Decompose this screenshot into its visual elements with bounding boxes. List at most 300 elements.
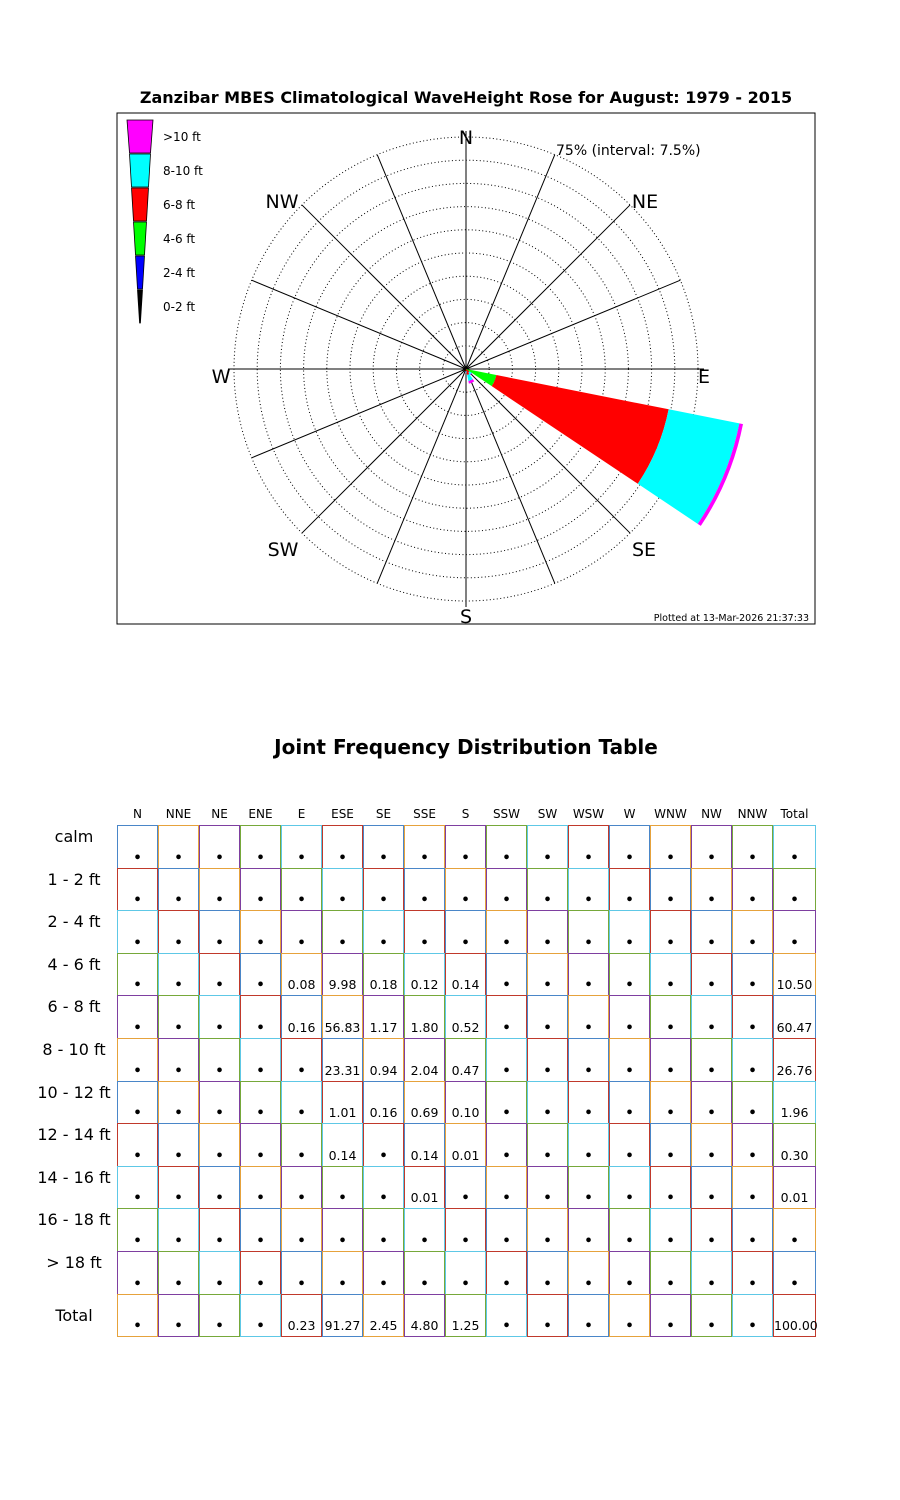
table-cell-value: • [625,1063,634,1079]
table-cell [568,995,609,1039]
table-cell [117,1208,158,1252]
table-cell [199,1081,240,1125]
table-col-header: SW [537,807,558,821]
table-cell-value: • [790,850,799,866]
table-cell [240,1294,281,1338]
table-cell [199,1208,240,1252]
table-cell-value: • [625,1276,634,1292]
table-cell [527,995,568,1039]
table-cell [199,1294,240,1338]
table-cell [363,953,404,997]
table-cell [773,1038,816,1082]
table-cell [773,995,816,1039]
table-cell [732,1038,773,1082]
table-cell-value: 0.08 [287,977,316,993]
table-cell-value: • [256,1319,265,1335]
table-cell-value: • [748,935,757,951]
table-cell [609,1166,650,1210]
table-cell [404,825,445,869]
table-cell-value: • [707,935,716,951]
table-cell [650,1123,691,1167]
table-cell [609,953,650,997]
legend-swatch [134,222,147,255]
table-cell-value: • [502,1063,511,1079]
table-col-header: S [461,807,470,821]
table-cell-value: • [625,1106,634,1122]
table-cell [773,910,816,954]
table-cell-value: • [666,1020,675,1036]
direction-label-n: N [458,127,474,149]
table-cell [281,995,322,1039]
table-cell-value: • [666,978,675,994]
table-cell-value: • [502,1020,511,1036]
rose-spoke [466,155,555,369]
table-cell-value: • [584,850,593,866]
table-cell [281,1208,322,1252]
table-cell-value: • [790,935,799,951]
table-cell [240,1123,281,1167]
table-cell [240,995,281,1039]
legend-label: 8-10 ft [163,164,203,178]
table-cell-value: • [215,1319,224,1335]
table-cell [609,1251,650,1295]
table-cell [650,1208,691,1252]
table-cell [322,1081,363,1125]
rose-spoke [466,280,680,369]
table-cell [158,995,199,1039]
table-cell [404,995,445,1039]
table-cell-value: • [215,1063,224,1079]
table-cell [773,1294,816,1338]
table-cell [609,1294,650,1338]
table-cell [486,868,527,912]
direction-labels [212,127,710,628]
table-cell-value: • [174,1276,183,1292]
table-col-header: SSE [413,807,436,821]
rose-wedge-ese [492,375,669,484]
table-cell [527,1294,568,1338]
table-cell [527,1123,568,1167]
table-cell [240,1166,281,1210]
table-cell-value: • [215,850,224,866]
table-cell-value: • [133,978,142,994]
table-cell [199,1251,240,1295]
table-cell [650,1294,691,1338]
table-cell-value: 9.98 [328,977,357,993]
table-cell-value: • [543,1148,552,1164]
direction-label-w: W [211,366,231,388]
table-cell-value: • [584,893,593,909]
table-cell-value: • [543,935,552,951]
table-cell-value: 10.50 [776,977,813,993]
table-col-header: NW [701,807,722,821]
table-cell [773,825,816,869]
table-cell [691,1081,732,1125]
table-cell [240,1251,281,1295]
table-cell [568,1038,609,1082]
legend-swatch [130,154,151,187]
table-cell-value: • [133,1106,142,1122]
table-cell-value: • [174,1020,183,1036]
table-cell-value: • [379,1276,388,1292]
table-cell-value: • [338,850,347,866]
table-cell [568,868,609,912]
table-cell-value: • [543,850,552,866]
table-row-header: Total [55,1305,93,1325]
table-cell [486,825,527,869]
table-cell-value: 2.04 [410,1062,439,1078]
table-cell-value: • [461,1233,470,1249]
direction-label-sw: SW [267,539,299,561]
table-cell [568,1123,609,1167]
table-cell-value: • [748,1020,757,1036]
table-cell [691,1208,732,1252]
table-cell-value: • [666,1191,675,1207]
table-cell-value: • [543,1191,552,1207]
table-cell [732,995,773,1039]
table-cell [650,1251,691,1295]
table-cell-value: • [790,1233,799,1249]
table-cell [158,953,199,997]
table-cell [281,1081,322,1125]
table-cell [404,1251,445,1295]
table-cell-value: • [215,893,224,909]
rose-spoke [377,369,466,583]
table-cell-value: • [338,893,347,909]
table-cell-value: • [666,1276,675,1292]
table-cell [158,1294,199,1338]
table-cell [773,1208,816,1252]
table-cell-value: • [420,893,429,909]
table-cell [486,995,527,1039]
direction-label-se: SE [631,539,657,561]
table-col-header: NE [211,807,228,821]
table-cell-value: • [748,1148,757,1164]
legend-swatch [136,256,145,289]
table-cell-value: • [666,1233,675,1249]
table-cell [199,910,240,954]
table-cell [281,1294,322,1338]
rose-spoke [377,155,466,369]
table-cell [732,1208,773,1252]
table-col-header: WSW [572,807,605,821]
table-cell [568,1208,609,1252]
table-cell-value: • [256,1106,265,1122]
table-cell-value: • [543,1319,552,1335]
table-cell [568,1166,609,1210]
table-cell-value: • [379,1191,388,1207]
table-cell-value: • [502,850,511,866]
table-row-header: 12 - 14 ft [37,1125,111,1145]
table-cell-value: • [215,1233,224,1249]
table-cell-value: • [215,935,224,951]
table-cell-value: • [338,1276,347,1292]
table-cell [322,1294,363,1338]
table-col-header: W [623,807,636,821]
table-cell [117,825,158,869]
table-cell-value: • [215,978,224,994]
table-cell-value: • [584,978,593,994]
table-cell-value: • [666,1063,675,1079]
table-cell [609,1208,650,1252]
table-cell-value: • [666,1148,675,1164]
table-cell [158,1123,199,1167]
table-cell-value: 0.14 [328,1147,357,1163]
table-cell-value: • [666,893,675,909]
table-cell-value: • [707,1191,716,1207]
table-cell [486,1081,527,1125]
table-cell-value: • [133,1148,142,1164]
table-cell-value: • [174,935,183,951]
table-cell [199,868,240,912]
table-cell [732,1081,773,1125]
legend-label: 2-4 ft [163,266,196,280]
table-cell [158,1251,199,1295]
legend-label: >10 ft [163,130,201,144]
wave-rose-chart [0,0,900,640]
table-cell [158,868,199,912]
table-cell [609,868,650,912]
table-cell-value: • [748,1191,757,1207]
table-cell [281,868,322,912]
table-cell [732,910,773,954]
table-cell-value: 0.94 [369,1062,398,1078]
table-cell [240,1081,281,1125]
table-cell-value: 0.01 [780,1190,809,1206]
table-cell [445,1038,486,1082]
table-cell-value: • [748,1063,757,1079]
table-cell-value: 0.30 [780,1147,809,1163]
table-row-header: 1 - 2 ft [47,869,101,889]
table-cell-value: • [256,893,265,909]
table-cell [691,1123,732,1167]
table-cell [609,825,650,869]
table-cell [322,868,363,912]
table-cell [158,1166,199,1210]
table-cell [691,1251,732,1295]
table-cell-value: • [666,1319,675,1335]
table-cell-value: 0.47 [451,1062,480,1078]
table-cell [527,868,568,912]
table-cell [363,1038,404,1082]
table-cell [527,1208,568,1252]
plot-timestamp: Plotted at 13-Mar-2026 21:37:33 [653,613,809,624]
table-cell [732,1251,773,1295]
table-cell [650,953,691,997]
table-cell-value: 0.10 [451,1105,480,1121]
table-cell-value: • [502,893,511,909]
table-cell-value: • [461,935,470,951]
table-cell [691,868,732,912]
table-cell [404,1166,445,1210]
table-cell [773,1123,816,1167]
table-cell [404,1038,445,1082]
table-cell [158,825,199,869]
table-cell [240,868,281,912]
table-cell-value: 1.17 [369,1019,398,1035]
table-cell-value: • [584,1106,593,1122]
direction-label-e: E [697,366,711,388]
table-cell [117,868,158,912]
table-cell [404,1208,445,1252]
table-cell-value: 0.52 [451,1019,480,1035]
table-cell [199,995,240,1039]
table-cell [773,868,816,912]
table-cell [240,825,281,869]
table-cell [773,1251,816,1295]
table-cell [199,1166,240,1210]
table-cell-value: • [174,1148,183,1164]
table-cell-value: • [256,1191,265,1207]
rose-spoke [302,205,466,369]
table-cell [732,1166,773,1210]
table-cell [527,1251,568,1295]
table-cell-value: • [297,893,306,909]
table-cell-value: • [502,935,511,951]
table-cell [281,910,322,954]
table-cell-value: • [666,850,675,866]
table-cell-value: • [174,978,183,994]
table-cell-value: • [625,1020,634,1036]
table-cell [445,1123,486,1167]
direction-label-ne: NE [631,191,659,213]
table-cell-value: • [543,978,552,994]
table-cell-value: • [748,893,757,909]
table-cell [609,1038,650,1082]
table-cell [691,825,732,869]
table-cell-value: • [133,1020,142,1036]
table-col-header: WNW [654,807,687,821]
table-cell-value: • [707,1106,716,1122]
table-cell [240,1038,281,1082]
table-cell-value: • [133,850,142,866]
table-cell-value: • [174,893,183,909]
table-cell [650,995,691,1039]
table-cell-value: • [707,1233,716,1249]
table-cell-value: • [707,1020,716,1036]
table-cell [363,1251,404,1295]
table-cell [240,953,281,997]
table-cell [445,953,486,997]
table-cell [445,1294,486,1338]
table-cell [117,1038,158,1082]
table-cell-value: 56.83 [324,1019,361,1035]
table-cell [158,1081,199,1125]
table-cell [199,825,240,869]
rose-spoke [302,369,466,533]
table-cell [773,1081,816,1125]
table-cell [568,1294,609,1338]
table-col-header: ENE [248,807,273,821]
table-cell-value: 26.76 [776,1062,813,1078]
table-cell-value: • [543,1233,552,1249]
table-cell-value: 0.16 [287,1019,316,1035]
rose-spoke [252,369,466,458]
table-cell-value: 1.80 [410,1019,439,1035]
table-cell [445,825,486,869]
table-cell-value: • [461,850,470,866]
table-cell-value: • [133,1276,142,1292]
table-cell-value: 0.01 [410,1190,439,1206]
table-cell-value: • [338,1233,347,1249]
table-cell-value: • [666,1106,675,1122]
table-cell [650,910,691,954]
table-cell [609,995,650,1039]
table-cell [158,910,199,954]
table-cell-value: • [666,935,675,951]
table-row-header: > 18 ft [46,1253,102,1272]
rose-wedges [465,369,743,526]
table-cell [363,825,404,869]
table-cell-value: • [256,1020,265,1036]
table-cell-value: • [461,893,470,909]
table-cell [527,825,568,869]
table-cell-value: 0.16 [369,1105,398,1121]
table-cell-value: 0.69 [410,1105,439,1121]
table-cell-value: • [707,1319,716,1335]
table-cell-value: • [543,1276,552,1292]
table-cell-value: • [338,1191,347,1207]
table-cell [486,910,527,954]
table-cell-value: • [748,1106,757,1122]
table-cell-value: • [748,1233,757,1249]
table-cell-value: • [625,978,634,994]
table-cell [732,825,773,869]
table-cell [117,1123,158,1167]
table-cell-value: • [502,1276,511,1292]
table-cell [527,910,568,954]
legend-label: 6-8 ft [163,198,196,212]
table-cell [486,953,527,997]
table-cell [527,1038,568,1082]
table-cell-value: • [420,1276,429,1292]
table-cell [322,1038,363,1082]
table-cell-value: 60.47 [776,1019,813,1035]
table-cell-value: • [297,1233,306,1249]
table-cell-value: 1.96 [780,1105,809,1121]
table-cell-value: • [584,1191,593,1207]
table-cell-value: • [174,1319,183,1335]
table-cell [404,1123,445,1167]
table-cell-value: • [543,1106,552,1122]
table-cell [568,953,609,997]
table-cell-value: • [215,1106,224,1122]
table-cell [404,910,445,954]
table-cell-value: • [748,850,757,866]
table-cell-value: • [256,1276,265,1292]
table-cell-value: • [790,893,799,909]
legend-swatch [132,188,149,221]
table-cell-value: 0.14 [410,1147,439,1163]
table-cell [322,995,363,1039]
legend-label: 0-2 ft [163,300,196,314]
table-cell-value: • [625,935,634,951]
table-cell-value: • [133,1063,142,1079]
table-cell-value: • [297,1063,306,1079]
table-cell [281,1251,322,1295]
table-cell [404,1081,445,1125]
table-col-header: N [133,807,142,821]
table-cell-value: • [584,1319,593,1335]
table-cell-value: • [133,1233,142,1249]
table-cell [363,1081,404,1125]
table-cell-value: • [133,1191,142,1207]
table-cell-value: 23.31 [324,1062,361,1078]
table-cell [773,953,816,997]
table-cell-value: • [420,850,429,866]
table-cell [650,1166,691,1210]
table-cell-value: 1.25 [451,1318,480,1334]
